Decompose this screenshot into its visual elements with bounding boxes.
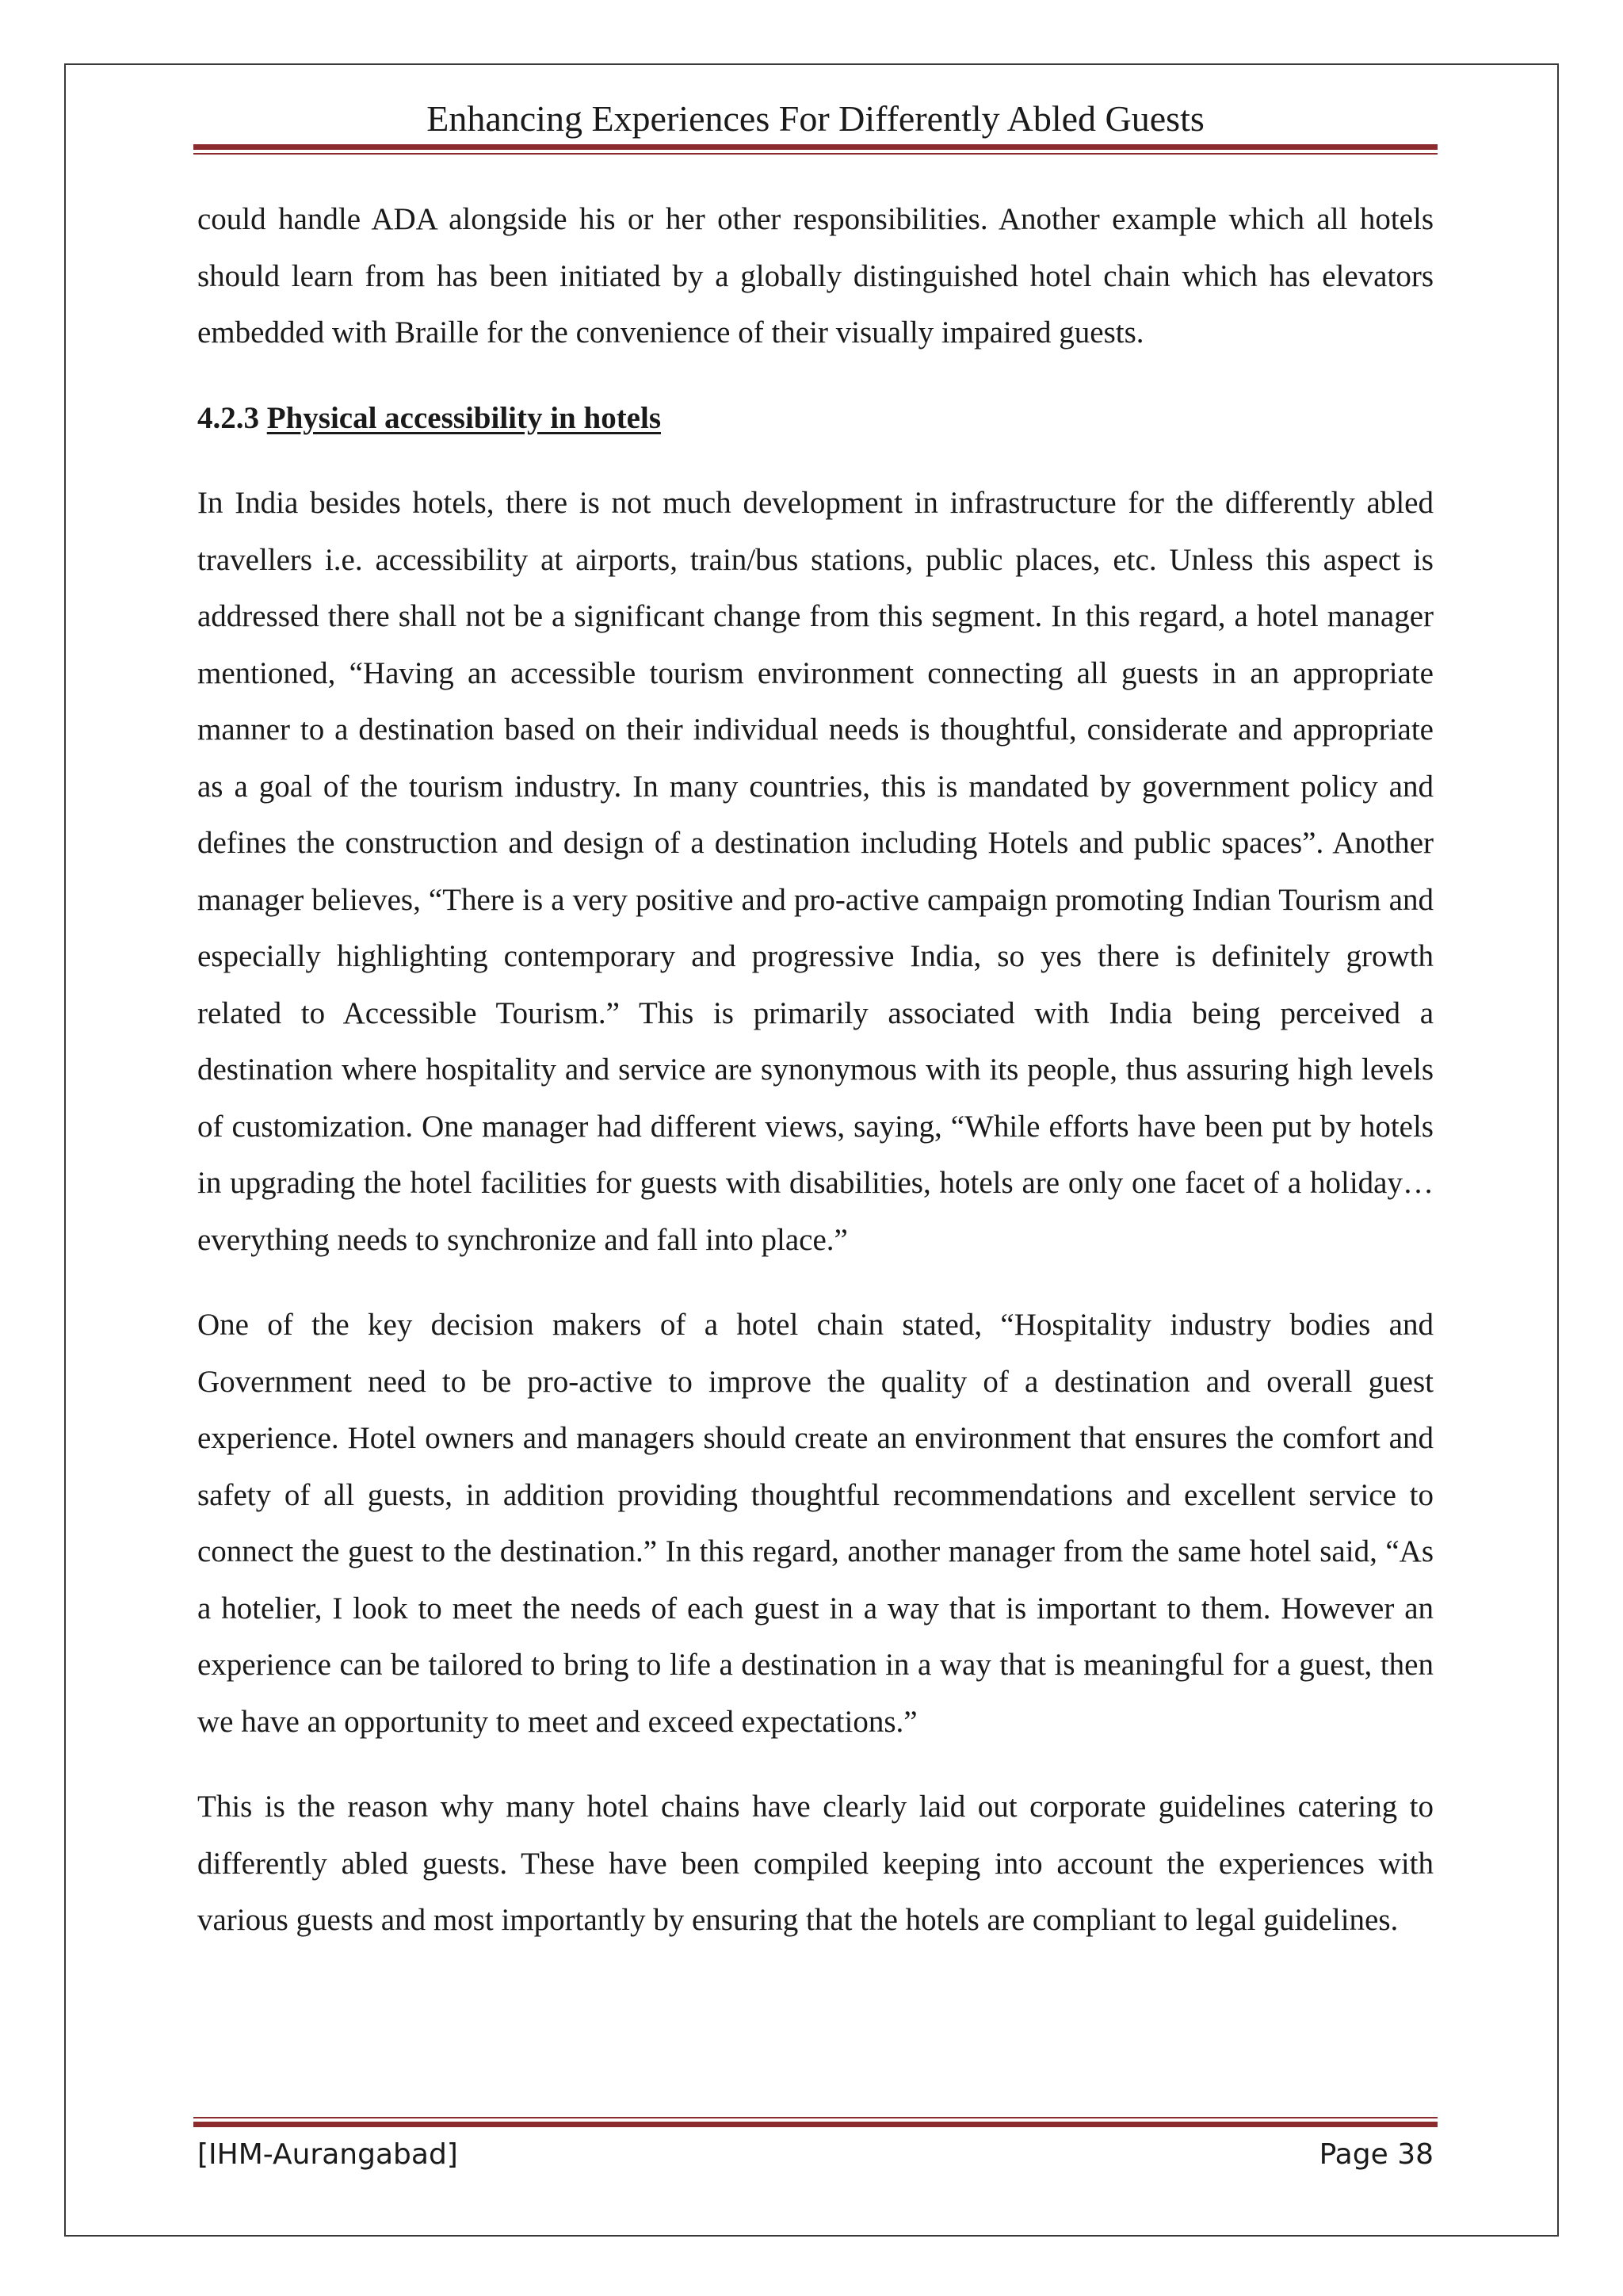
section-title: Physical accessibility in hotels [266,400,661,435]
section-heading [197,390,1434,447]
paragraph-1: could handle ADA alongside his or her other responsibilities. Another example which all hotels should learn from has been initiated by a globally distinguished hotel chain which has elevators embedded with Braille for the convenience of their visually impaired guests. [197,202,1434,350]
footer-divider [193,2117,1438,2127]
running-header-title: Enhancing Experiences For Differently Abled Guests [426,98,1205,139]
page-body [197,191,1434,1977]
paragraph-4: This is the reason why many hotel chains have clearly laid out corporate guidelines catering to differently abled guests. These have been compiled keeping into account the experiences with various guests and most importantly by ensuring that the hotels are compliant to legal guidelines. [197,1790,1434,1937]
paragraph-2: In India besides hotels, there is not much development in infrastructure for the differently abled travellers i.e. accessibility at airports, train/bus stations, public places, etc. Unless this aspect is addressed there shall not be a significant change from this segment. In this regard, a hotel manager mentioned, “Having an accessible tourism environment connecting all guests in an appropriate manner to a destination based on their individual needs is thoughtful, considerate and appropriate as a goal of the tourism industry. In many countries, this is mandated by government policy and defines the construction and design of a destination including Hotels and public spaces”. Another manager believes, “There is a very positive and pro-active campaign promoting Indian Tourism and especially highlighting contemporary and progressive India, so yes there is definitely growth related to Accessible Tourism.” This is primarily associated with India being perceived a destination where hospitality and service are synonymous with its people, thus assuring high levels of customization. One manager had different views, saying, “While efforts have been put by hotels in upgrading the hotel facilities for guests with disabilities, hotels are only one facet of a holiday…everything needs to synchronize and fall into place.” [197,486,1434,1257]
footer-institution: [IHM-Aurangabad] [197,2138,458,2171]
section-number: 4.2.3 [197,400,259,435]
header-divider [193,144,1438,155]
paragraph-3: One of the key decision makers of a hotel chain stated, “Hospitality industry bodies and Government need to be pro-active to improve the quality of a destination and overall guest experience. Hotel owners and managers should create an environment that ensures the comfort and safety of all guests, in addition providing thoughtful recommendations and excellent service to connect the guest to the destination.” In this regard, another manager from the same hotel said, “As a hotelier, I look to meet the needs of each guest in a way that is important to them. However an experience can be tailored to bring to life a destination in a way that is meaningful for a guest, then we have an opportunity to meet and exceed expectations.” [197,1308,1434,1739]
page-number: Page 38 [1319,2138,1434,2171]
